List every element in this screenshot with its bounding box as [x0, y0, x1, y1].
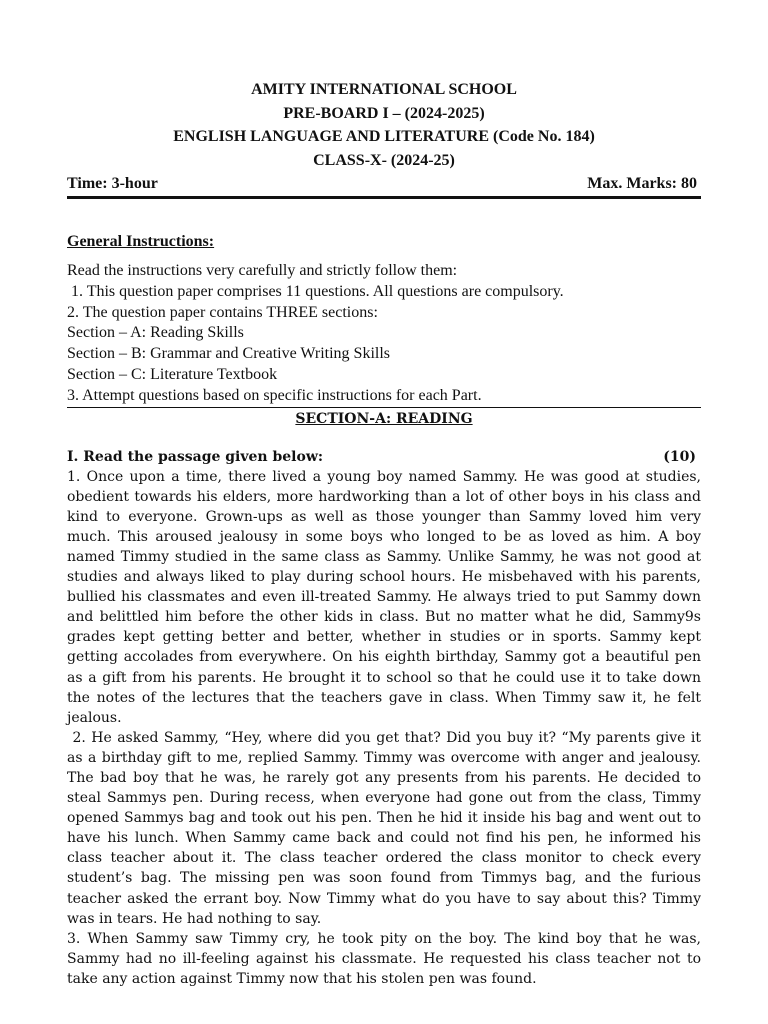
subject-title: ENGLISH LANGUAGE AND LITERATURE (Code No. 184)	[173, 128, 595, 145]
instruction-line: 1. This question paper comprises 11 questions. All questions are compulsory.	[67, 282, 564, 300]
instruction-line: Section – B: Grammar and Creative Writing Skills	[67, 345, 391, 363]
passage-paragraph: 1. Once upon a time, there lived a young boy named Sammy. He was good at studies, obedient towards his elders, more hardworking than a lot of other boys in his class and kind to everyone. Grown-ups as well as those younger than Sammy loved him very much. This aroused jealousy in some boys who longed to be as loved as him. A boy named Timmy studied in the same class as Sammy. Unlike Sammy, he was not good at studies and always liked to play during school hours. He misbehaved with his parents, bullied his classmates and even ill-treated Sammy. He always tried to put Sammy down and belittled him before the other kids in class. But no matter what he did, Sammy9s grades kept getting better and better, whether in studies or in sports. Sammy kept getting accolades from everywhere. On his eighth birthday, Sammy got a beautiful pen as a gift from his parents. He brought it to school so that he could use it to take down the notes of the lectures that the teachers gave in class. When Timmy saw it, he felt jealous.	[67, 468, 701, 726]
instructions-list	[67, 261, 701, 407]
paper-header	[67, 78, 701, 172]
exam-meta-row	[67, 172, 701, 195]
instruction-line: 3. Attempt questions based on specific instructions for each Part.	[67, 386, 482, 404]
max-marks: Max. Marks: 80	[587, 175, 697, 192]
passage-paragraph: 2. He asked Sammy, “Hey, where did you get that? Did you buy it? “My parents give it as a birthday gift to me, replied Sammy. Timmy was overcome with anger and jealousy. The bad boy that he was, he rarely got any presents from his parents. He decided to steal Sammys pen. During recess, when everyone had gone out from the class, Timmy opened Sammys bag and took out his pen. Then he hid it inside his bag and went out to have his lunch. When Sammy came back and could not find his pen, he informed his class teacher about it. The class teacher ordered the class monitor to check every student’s bag. The missing pen was soon found from Timmys bag, and the furious teacher asked the errant boy. Now Timmy what do you have to say about this? Timmy was in tears. He had nothing to say.	[67, 729, 706, 927]
instruction-line: Section – A: Reading Skills	[67, 324, 244, 342]
school-name: AMITY INTERNATIONAL SCHOOL	[251, 81, 517, 98]
instructions-heading: General Instructions:	[67, 233, 215, 250]
class-title: CLASS-X- (2024-25)	[313, 151, 455, 169]
instruction-line: Section – C: Literature Textbook	[67, 365, 278, 383]
question-header	[67, 447, 701, 467]
section-a-heading: SECTION-A: READING	[295, 410, 473, 427]
instruction-line: Read the instructions very carefully and strictly follow them:	[67, 262, 458, 279]
instruction-line: 2. The question paper contains THREE sections:	[67, 303, 378, 321]
time-allowed: Time: 3-hour	[67, 175, 158, 192]
question-marks: (10)	[663, 448, 696, 465]
exam-title: PRE-BOARD I – (2024-2025)	[283, 104, 485, 122]
exam-paper	[67, 78, 706, 989]
passage-paragraph: 3. When Sammy saw Timmy cry, he took pity on the boy. The kind boy that he was, Sammy had no ill-feeling against his classmate. He requested his class teacher not to take any action against Timmy now that his stolen pen was found.	[67, 930, 701, 987]
reading-passage	[67, 467, 706, 989]
question-label: I. Read the passage given below:	[67, 448, 324, 465]
header-divider	[67, 196, 701, 199]
